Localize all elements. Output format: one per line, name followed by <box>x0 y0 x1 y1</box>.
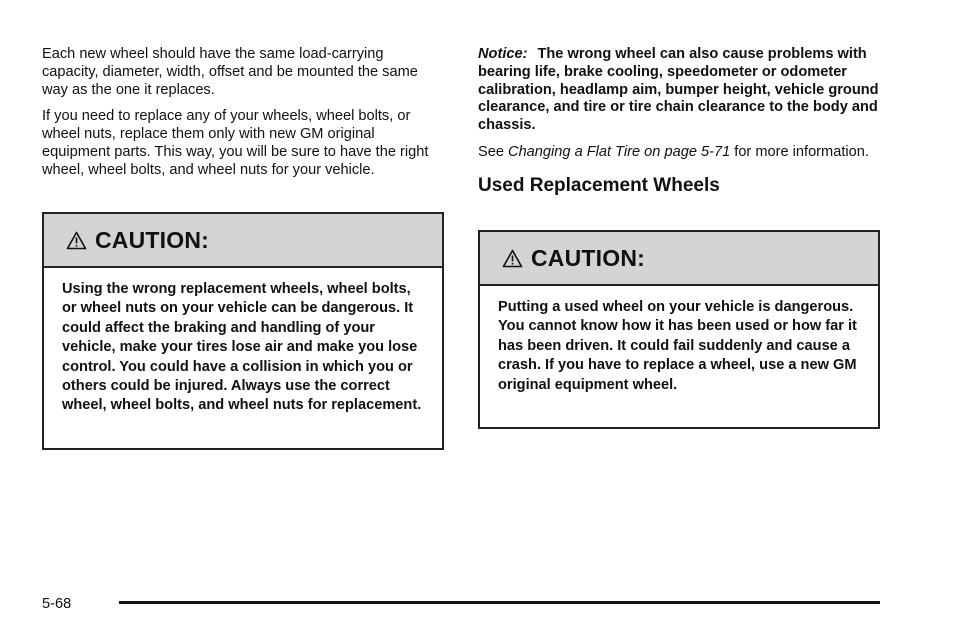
see-suffix: for more information. <box>734 143 869 160</box>
cross-reference-link[interactable]: Changing a Flat Tire on page 5-71 <box>508 143 731 160</box>
caution-box-wrong-wheels <box>42 212 444 450</box>
see-prefix: See <box>478 143 504 160</box>
caution-title: CAUTION: <box>531 244 646 271</box>
caution-title: CAUTION: <box>95 226 210 253</box>
section-heading: Used Replacement Wheels <box>478 174 720 196</box>
caution-text: Using the wrong replacement wheels, wheel bolts, or wheel nuts on your vehicle can be dangerous. It could affect the braking and handling of your vehicle, make your tires lose air and make you lose control. You could have a collision in which you or others could be injured. Always use the correct wheel, wheel bolts, and wheel nuts for replacement. <box>62 281 422 414</box>
notice-paragraph <box>478 46 880 135</box>
caution-box-used-wheels <box>478 230 880 429</box>
caution-text: Putting a used wheel on your vehicle is dangerous. You cannot know how it has been used or how far it has been driven. It could fail suddenly and cause a crash. If you have to replace a wheel, use a new GM original equipment wheel. <box>498 299 857 393</box>
warning-triangle-icon <box>502 249 523 268</box>
see-reference <box>478 144 880 162</box>
footer-divider <box>119 601 880 604</box>
caution-header <box>480 232 878 286</box>
left-column <box>42 46 444 180</box>
warning-triangle-icon <box>66 231 87 250</box>
paragraph-wheel-spec: Each new wheel should have the same load-carrying capacity, diameter, width, offset and be mounted the same way as the one it replaces. <box>42 46 418 98</box>
page-number: 5-68 <box>42 596 72 612</box>
notice-text: The wrong wheel can also cause problems with bearing life, brake cooling, speedometer or odometer calibration, headlamp aim, bumper height, vehicle ground clearance, and tire or tire chain clearance to the body and chassis. <box>478 46 879 134</box>
notice-lead: Notice: <box>478 46 528 62</box>
right-column <box>478 46 880 199</box>
caution-header <box>44 214 442 268</box>
paragraph-replacement-parts: If you need to replace any of your wheels, wheel bolts, or wheel nuts, replace them only with new GM original equipment parts. This way, you will be sure to have the right wheel, wheel bolts, and wheel nuts for your vehicle. <box>42 108 429 178</box>
